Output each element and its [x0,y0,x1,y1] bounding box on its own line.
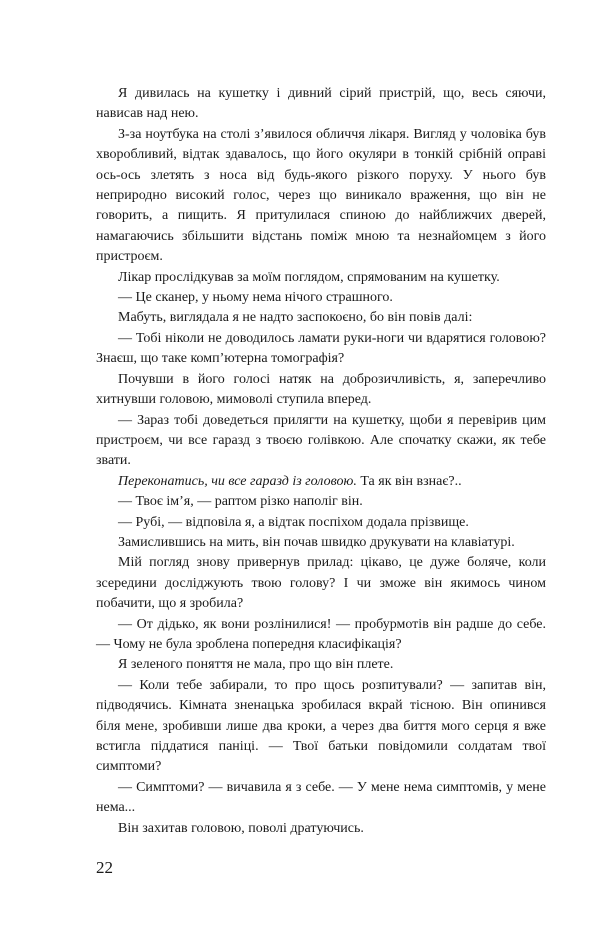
paragraph: Мабуть, виглядала я не надто заспокоєно, бо він повів далі: [118,310,473,326]
paragraph: — Зараз тобі доведеться прилягти на кушетку, щоби я перевірив цим пристроєм, чи все гаразд з твоєю голівкою. Але спочатку скажи, як тебе звати. [96,412,546,469]
thought-continuation: Та як він взнає?.. [356,473,462,489]
paragraph: Він захитав головою, поволі дратуючись. [118,820,364,836]
paragraph: Мій погляд знову привернув прилад: цікаво, це дуже боляче, коли зсередини досліджують твою голову? І чи зможе він якимось чином побачити, що я зробила? [96,555,546,612]
paragraph: З-за ноутбука на столі з’явилося обличчя лікаря. Вигляд у чоловіка був хворобливий, відтак здавалось, що його окуляри в тонкій срібній оправі ось-ось злетять з носа від будь-якого різкого поруху. У нього був неприродно високий голос, через що виникало враження, що він не говорить, а пищить. Я притулилася спиною до найближчих дверей, намагаючись збільшити відстань поміж мною та незнайомцем з його пристроєм. [96,126,546,265]
page-number: 22 [96,858,113,877]
paragraph: — От дідько, як вони розлінилися! — пробурмотів він радше до себе. — Чому не була зроблена попередня класифікація? [96,616,546,652]
paragraph: Я дивилась на кушетку і дивний сірий пристрій, що, весь сяючи, нависав над нею. [96,86,546,122]
body-text [96,84,546,839]
paragraph: — Тобі ніколи не доводилось ламати руки-ноги чи вдарятися головою? Знаєш, що таке комп’ютерна томографія? [96,330,546,367]
paragraph: Я зеленого поняття не мала, про що він плете. [118,657,394,673]
paragraph: Замислившись на мить, він почав швидко друкувати на клавіатурі. [118,534,515,550]
paragraph: — Симптоми? — вичавила я з себе. — У мене нема симптомів, у мене нема... [96,779,546,816]
paragraph: — Це сканер, у ньому нема нічого страшного. [118,290,393,306]
italic-thought: Переконатись, чи все гаразд із головою. [118,473,357,489]
paragraph: Лікар прослідкував за моїм поглядом, спрямованим на кушетку. [118,269,500,285]
paragraph: — Коли тебе забирали, то про щось розпитували? — запитав він, підводячись. Кімната зненацька зробилася вкрай тісною. Він опинився біля мене, зробивши лише два кроки, а через два биття мого серця я вже встигла піддатися паніці. — Твої батьки повідомили солдатам твої симптоми? [96,677,546,775]
paragraph: — Твоє ім’я, — раптом різко наполіг він. [118,494,363,510]
paragraph: — Рубі, — відповіла я, а відтак поспіхом додала прізвище. [118,514,469,530]
paragraph: Почувши в його голосі натяк на доброзичливість, я, заперечливо хитнувши головою, мимоволі ступила вперед. [96,371,546,408]
paragraph-italic-thought [96,472,546,492]
